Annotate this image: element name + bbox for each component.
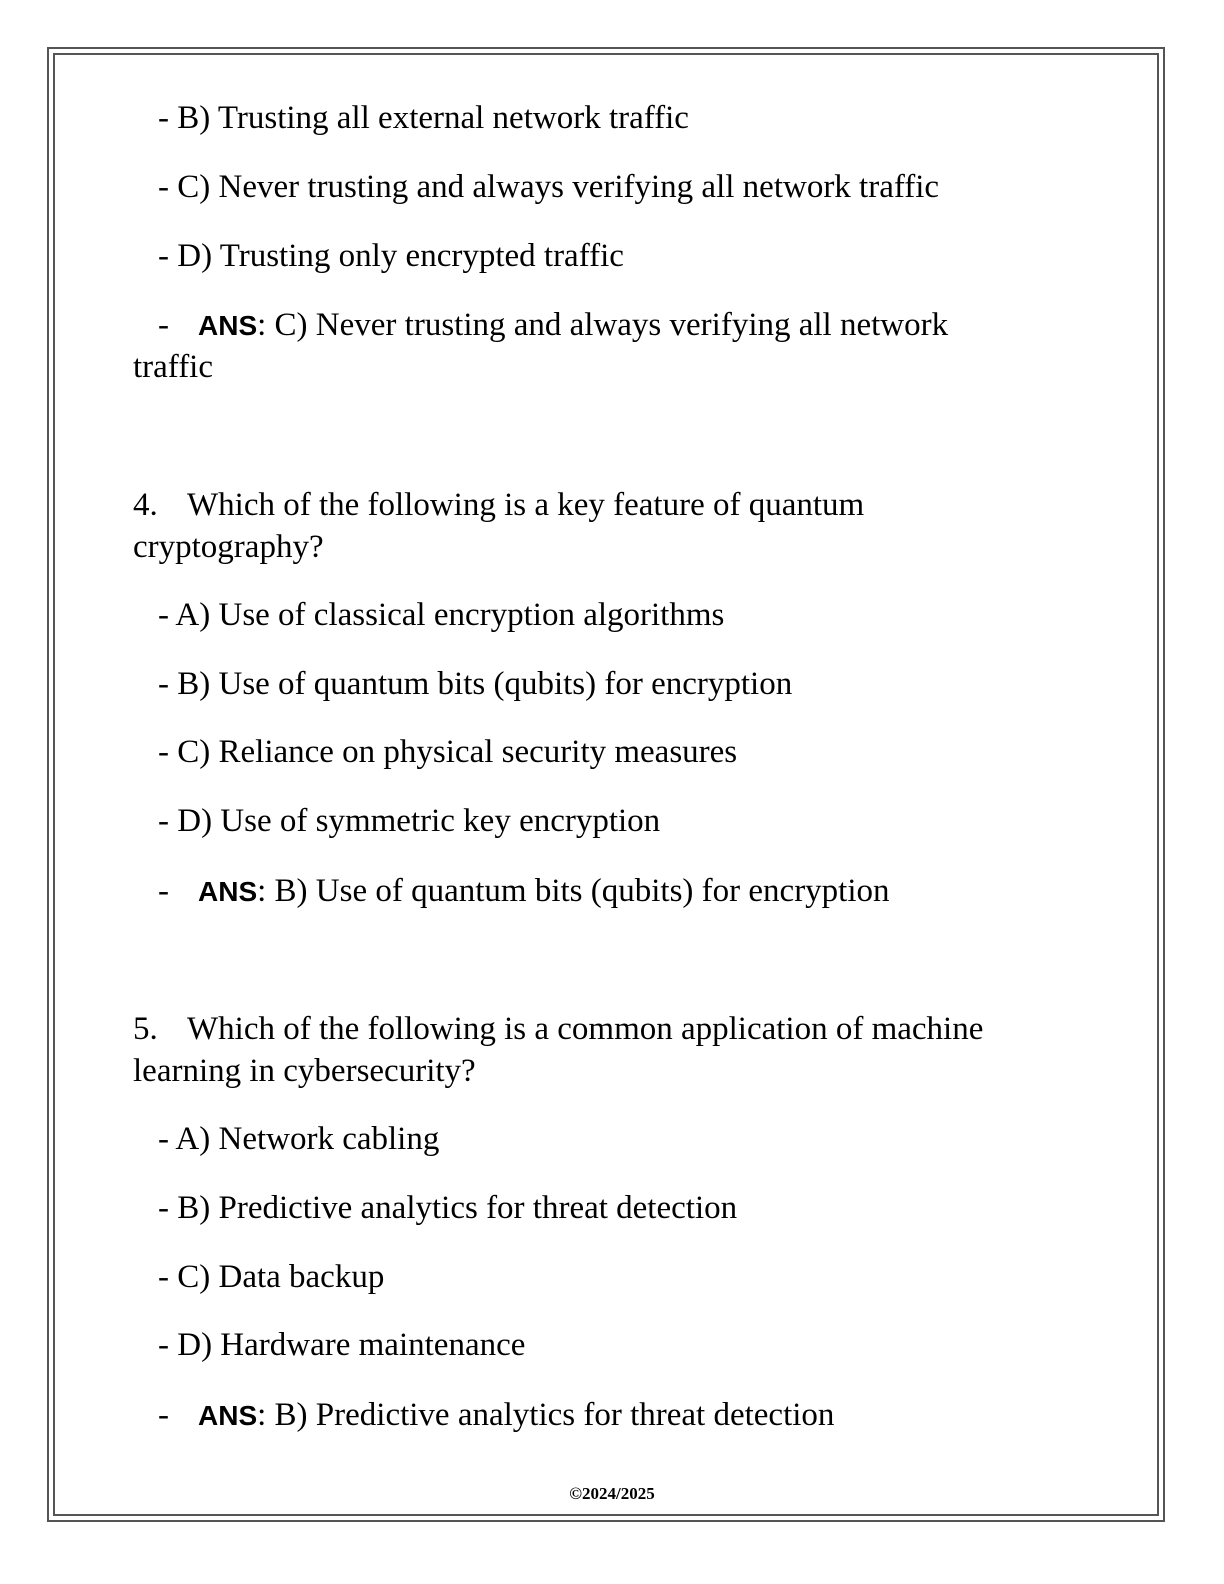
q4-option-b: - B) Use of quantum bits (qubits) for encryption [158,666,793,702]
q4-answer-label: ANS [198,876,258,907]
q3-answer-label: ANS [198,310,258,341]
q3-option-c: - C) Never trusting and always verifying all network traffic [158,169,940,205]
q3-answer [158,304,948,347]
q4-option-d: - D) Use of symmetric key encryption [158,803,661,839]
q4-answer [158,870,890,913]
q3-answer-dash: - [158,307,169,343]
q3-option-b: - B) Trusting all external network traffic [158,100,689,136]
q4-answer-text: : B) Use of quantum bits (qubits) for encryption [257,873,890,909]
q4-question-continuation: cryptography? [133,529,324,565]
q5-answer-label: ANS [198,1400,258,1431]
q5-answer [158,1394,834,1437]
q5-question [133,1008,983,1050]
q4-option-a: - A) Use of classical encryption algorithms [158,597,725,633]
q5-question-text: Which of the following is a common application of machine [187,1011,984,1047]
q4-option-c: - C) Reliance on physical security measures [158,734,738,770]
q5-option-d: - D) Hardware maintenance [158,1327,526,1363]
q4-answer-dash: - [158,873,169,909]
q4-number: 4. [133,487,158,523]
q4-question-text: Which of the following is a key feature of quantum [187,487,865,523]
q5-option-c: - C) Data backup [158,1259,385,1295]
q5-question-continuation: learning in cybersecurity? [133,1053,476,1089]
q3-option-d: - D) Trusting only encrypted traffic [158,238,624,274]
q5-answer-dash: - [158,1397,169,1433]
footer-copyright: ©2024/2025 [569,1484,655,1503]
q4-question [133,484,864,526]
q3-answer-text: : C) Never trusting and always verifying all network [257,307,949,343]
q5-number: 5. [133,1011,158,1047]
q5-option-a: - A) Network cabling [158,1121,440,1157]
q5-answer-text: : B) Predictive analytics for threat detection [257,1397,835,1433]
q5-option-b: - B) Predictive analytics for threat detection [158,1190,738,1226]
q3-answer-continuation: traffic [133,349,214,385]
